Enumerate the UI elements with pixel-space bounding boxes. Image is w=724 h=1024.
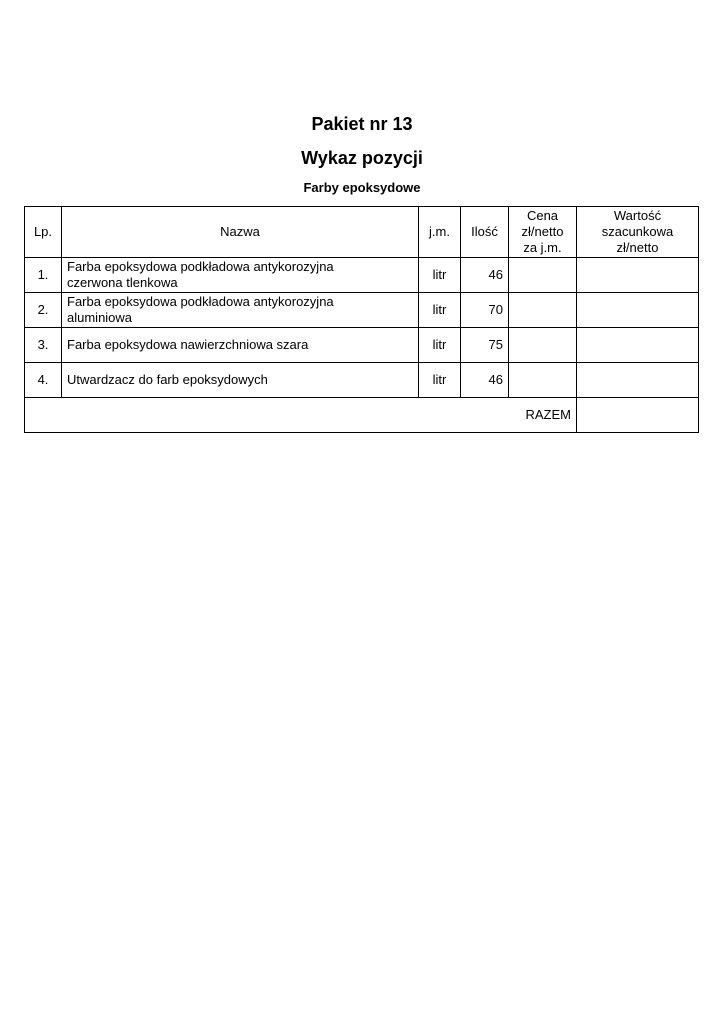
column-header-value-line: szacunkowa (601, 224, 674, 239)
cell-name-line: czerwona tlenkowa (67, 275, 178, 290)
table-header-row (25, 207, 699, 258)
column-header-price (509, 207, 577, 258)
cell-name-line: Farba epoksydowa podkładowa antykorozyjna (67, 259, 334, 274)
table-row (25, 328, 699, 363)
cell-name (62, 258, 419, 293)
cell-value (577, 328, 699, 363)
cell-qty: 46 (461, 363, 509, 398)
cell-unit: litr (419, 363, 461, 398)
cell-value (577, 293, 699, 328)
cell-lp: 2. (25, 293, 62, 328)
cell-qty: 75 (461, 328, 509, 363)
total-value (577, 398, 699, 433)
cell-name-line: Utwardzacz do farb epoksydowych (67, 372, 268, 387)
column-header-value-line: Wartość (613, 208, 662, 223)
cell-unit: litr (419, 328, 461, 363)
cell-qty: 70 (461, 293, 509, 328)
column-header-price-line: zł/netto (521, 224, 564, 239)
cell-value (577, 258, 699, 293)
items-table (24, 206, 699, 433)
table-row (25, 258, 699, 293)
cell-name (62, 363, 419, 398)
total-label: RAZEM (25, 398, 577, 433)
column-header-price-line: za j.m. (523, 240, 562, 255)
cell-price (509, 328, 577, 363)
cell-name-line: Farba epoksydowa nawierzchniowa szara (67, 337, 309, 352)
cell-name-line: aluminiowa (67, 310, 133, 325)
column-header-qty: Ilość (461, 207, 509, 258)
column-header-value (577, 207, 699, 258)
column-header-price-line: Cena (526, 208, 559, 223)
cell-unit: litr (419, 258, 461, 293)
column-header-lp: Lp. (25, 207, 62, 258)
column-header-unit: j.m. (419, 207, 461, 258)
cell-lp: 4. (25, 363, 62, 398)
cell-price (509, 363, 577, 398)
page-subtitle: Wykaz pozycji (301, 148, 423, 168)
page-title: Pakiet nr 13 (311, 114, 413, 134)
column-header-name: Nazwa (62, 207, 419, 258)
cell-qty: 46 (461, 258, 509, 293)
cell-unit: litr (419, 293, 461, 328)
cell-price (509, 293, 577, 328)
section-title: Farby epoksydowe (303, 180, 421, 195)
cell-name-line: Farba epoksydowa podkładowa antykorozyjna (67, 294, 334, 309)
cell-lp: 3. (25, 328, 62, 363)
table-total-row (25, 398, 699, 433)
table-row (25, 363, 699, 398)
column-header-value-line: zł/netto (616, 240, 659, 255)
cell-price (509, 258, 577, 293)
cell-name (62, 328, 419, 363)
cell-name (62, 293, 419, 328)
cell-lp: 1. (25, 258, 62, 293)
cell-value (577, 363, 699, 398)
table-row (25, 293, 699, 328)
